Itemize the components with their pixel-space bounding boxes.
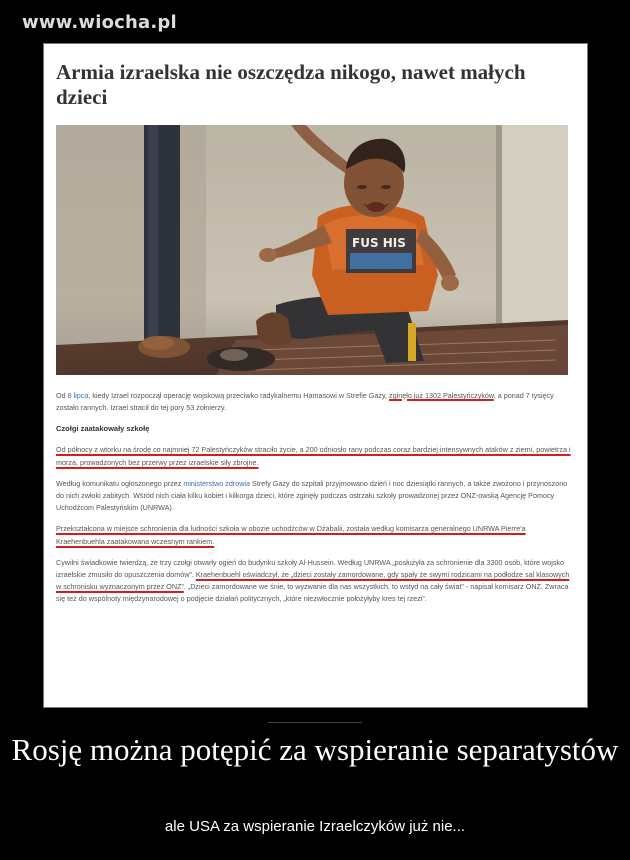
highlighted-text: Przekształcona w miejsce schronienia dla ludności szkoła w obozie uchodźców w Dżabalii, została według komisarza generalnego UNRWA Pierre'a Kraehenbuehla zaatakowana wczesnym rankiem.: [56, 524, 526, 546]
article-paragraph: Według komunikatu ogłoszonego przez ministerstwo zdrowia Strefy Gazy do szpitali przyjmowano dzień i noc dziesiątki rannych, a także zwożono i przynoszono do nich zwłoki zabitych. Wśród nich ciała kilku kobiet i kilkorga dzieci, które zginęły podczas ostrzału szkoły prowadzonej przez ONZ-owską Agencję Pomocy Uchodźcom Palestyńskim (UNRWA).: [56, 478, 568, 513]
article-screenshot: [44, 44, 587, 707]
crying-child-photo-icon: [56, 125, 568, 375]
article-paragraph: [56, 523, 572, 547]
date-link[interactable]: 8 lipca: [67, 391, 89, 400]
shirt-print: FUS HIS: [352, 236, 406, 250]
article-paragraph: Od 8 lipca, kiedy Izrael rozpoczął operację wojskową przeciwko radykalnemu Hamasowi w Strefie Gazy, zginęło już 1302 Palestyńczyków, a ponad 7 tysięcy zostało rannych. Izrael stracił do tej pory 53 żołnierzy.: [56, 391, 554, 413]
article-paragraph: Cywilni świadkowie twierdzą, że trzy czołgi otwarły ogień do budynku szkoły Al-Hussein. Według UNRWA „posłużyła za schronienie dla 3300 osób, które wojsko izraelskie zmusiło do opuszczenia domów”. Kraehenbuehl oświadczył, że „dzieci zostały zamordowane, gdy spały że swymi rodzicami na podłodze sal klasowych w schronisku wyznaczonym przez ONZ”. „Dzieci zamordowane we śnie, to wyzwanie dla nas wszystkich, to wstyd na cały świat” - napisał komisarz ONZ. Zwraca się też do wspólnoty międzynarodowej o podjęcie działań politycznych, „które niezwłocznie położyłyby kres tej rzezi”.: [56, 557, 570, 604]
article-headline: Armia izraelska nie oszczędza nikogo, nawet małych dzieci: [56, 60, 526, 109]
highlighted-text: zginęło już 1302 Palestyńczyków: [389, 391, 494, 400]
ministry-link[interactable]: ministerstwo zdrowia: [183, 478, 251, 488]
highlighted-text: Od północy z wtorku na środę co najmniej 72 Palestyńczyków straciło życie, a 200 odniosło rany podczas coraz bardziej intensywnych ataków z ziemi, powietrza i morza, prowadzonych bez przerwy przez izraelskie siły zbrojne.: [56, 445, 571, 467]
article-subheading: Czołgi zaatakowały szkołę: [56, 424, 150, 434]
article-photo: [56, 125, 568, 375]
article-body: [56, 390, 572, 606]
poster-title: Rosję można potępić za wspieranie separatystów: [11, 732, 619, 767]
highlighted-text: Kraehenbuehl oświadczył, że „dzieci zostały zamordowane, gdy spały że swymi rodzicami na podłodze sal klasowych w schronisku wyznaczonym przez ONZ”: [56, 570, 570, 592]
caption-divider: [268, 722, 362, 723]
article-paragraph: [56, 444, 572, 468]
site-watermark: www.wiocha.pl: [22, 12, 177, 33]
poster-subtitle: ale USA za wspieranie Izraelczyków już nie...: [164, 818, 466, 835]
